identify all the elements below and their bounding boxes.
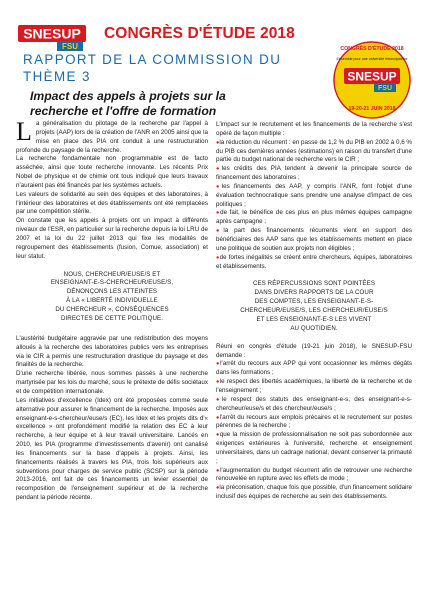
- left-heading-line: DIRECTES DE CETTE POLITIQUE.: [60, 315, 164, 323]
- demand-item: ● la préconisation, chaque fois que possible, d'un financement solidaire inclusif des équipes de recherche au sein des établissements.: [216, 484, 412, 502]
- paragraph-3: Les valeurs de solidarité au sein des équipes et des laboratoires, à l'intérieur des laboratoires et des établissements ont été remplacées par une compétition stérile.: [16, 190, 208, 216]
- left-highlight-heading: [16, 271, 208, 324]
- report-title-line-2: THÈME 3: [23, 69, 91, 84]
- demand-item: ● l'augmentation du budget récurrent afin de retrouver une recherche renouvelée en rupture avec les effets de mode ;: [216, 467, 412, 485]
- right-heading-line: DANS DIVERS RAPPORTS DE LA COUR: [254, 289, 374, 297]
- badge-logo-sub: FSU: [378, 85, 392, 92]
- intro-text: a généralisation du pilotage de la recherche par l'appel à projets (AAP) lors de la création de l'ANR en 2005 ainsi que la mise en place des PIA ont conduit à une restructuration profonde du paysage de la recherche.: [16, 120, 209, 154]
- badge-mid-text: Ensemble pour une université émancipatrice: [336, 57, 408, 61]
- snesup-logo: [17, 23, 87, 53]
- paragraph-4: On constate que les appels à projets ont un impact à différents niveaux de l'ESR, en particulier sur la recherche depuis la loi LRU de 2007 et la loi du 22 juillet 2013 qui fixe les modalités de regroupement des établissements (fusion, Comue, association) et leur statut.: [16, 217, 208, 260]
- right-heading-line: ET LES ENSEIGNANT-E-S LES VIVENT: [256, 315, 372, 323]
- report-title-line-1: RAPPORT DE LA COMMISSION DU: [23, 52, 282, 67]
- subtitle-line-2: recherche et l'offre de formation: [30, 103, 217, 118]
- right-heading-line: CHERCHEUR/EUSE/S, LES CHERCHEUR/EUSE/S: [240, 307, 388, 315]
- demand-item: ● l'arrêt du recours aux APP qui vont occasionner les mêmes dégâts dans les formations ;: [216, 360, 412, 378]
- report-subtitle: [30, 89, 280, 118]
- demand-item: ● que la mission de professionnalisation ne soit pas subordonnée aux exigences extérieures à l'université, recherche et enseignement universitaires, dans un cadrage national, devant conserver la primauté ;: [216, 431, 412, 466]
- bullet-item: ● la réduction du récurrent : en passe de 1,2 % du PIB en 2002 à 0,6 % du PIB ces dernières années (estimations) en raison du transfert d'une partie du budget national de recherche vers le CIR ;: [216, 139, 412, 166]
- report-title: [23, 51, 343, 85]
- bullet-item: ● les crédits des PIA tendent à devenir la principale source de financement des laboratoires ;: [216, 165, 412, 183]
- demands-intro: Réuni en congrès d'étude (19-21 juin 2018), le SNESUP-FSU demande :: [216, 342, 412, 359]
- intro-paragraph: [16, 117, 209, 155]
- right-heading-line: DES COMPTES, LES ENSEIGNANT-E-S-: [254, 298, 374, 306]
- paragraph-5: L'austérité budgétaire aggravée par une redistribution des moyens alloués à la recherche des laboratoires publics vers les entreprises via le CIR a permis une restructuration drastique du paysage et des finalités de la recherche.: [16, 334, 208, 369]
- subtitle-line-1: Impact des appels à projets sur la: [30, 89, 226, 103]
- right-highlight-heading: [216, 280, 412, 333]
- demand-item: ● le respect des statuts des enseignant-e-s, des enseignant-e-s-chercheur/euse/s et des chercheur/euse/s ;: [216, 396, 412, 414]
- bullet-item: ● la part des financements récurrents vient en support des bénéficiaires des AAP sans que les établissements mettent en place une politique de soutien aux projets non éligibles ;: [216, 227, 412, 254]
- left-heading-line: À LA « LIBERTÉ INDIVIDUELLE: [66, 297, 158, 305]
- badge-logo-text: SNESUP: [347, 69, 397, 84]
- paragraph-7: Les initiatives d'excellence (Idex) ont été proposées comme seule alternative pour assurer le financement de la recherche. Imposés aux enseignant-e-s-chercheur/euse/s (EC), les Idex et les projets dits d'« excellence » ont profondément modifié la relation des EC à leur recherche, à leur équipe et à leur travail universitaire. Lancés en 2010, les PIA (programme d'investissements d'avenir) ont canalisé les financements sur la base d'appels à projets. Ainsi, les financements réalisés à travers les PIA, trois fois supérieurs aux subventions pour charges de service public (SCSP) sur la période 2013-2016, ont fait de ces financements un levier essentiel de recomposition de l'enseignement supérieur et de la recherche pendant la période récente.: [16, 396, 208, 502]
- demand-item: ● le respect des libertés académiques, la liberté de la recherche et de l'enseignement ;: [216, 378, 412, 396]
- badge-top-text: CONGRÈS D'ÉTUDE 2018: [340, 46, 404, 52]
- bullet-item: ● les financements des AAP, y compris l'ANR, font l'objet d'une évaluation technocratique sans prendre une analyse d'impact de ces politiques ;: [216, 183, 412, 210]
- bullet-item: ● de fortes inégalités se créent entre chercheurs, équipes, laboratoires et établissements.: [216, 254, 412, 272]
- right-intro: L'impact sur le recrutement et les financements de la recherche s'est opéré de façon multiple :: [216, 121, 412, 137]
- left-heading-line: ENSEIGNANT-E-S-CHERCHEUR/EUSE/S,: [50, 279, 174, 287]
- badge-date: 19-20-21 JUIN 2018: [348, 106, 396, 112]
- right-heading-line: CES RÉPERCUSSIONS SONT POINTÉES: [252, 280, 376, 288]
- paragraph-2: La recherche fondamentale non programmable est de facto asséchée, ainsi que toute recherche innovante. Les récents Prix Nobel de physique et de chimie ont tous indiqué que leurs travaux n'auraient pas été financés par les systèmes actuels.: [16, 155, 208, 189]
- paragraph-6: D'une recherche libérée, nous sommes passés à une recherche martyrisée par les lois du marché, sous le prétexte de défis sociétaux et de compétition internationale.: [16, 370, 208, 395]
- bullet-item: ● de fait, le bénéfice de ces plus en plus mêmes équipes campagne après campagne ;: [216, 209, 412, 227]
- left-column: [16, 117, 209, 503]
- drop-cap: L: [16, 117, 32, 146]
- left-heading-line: DU CHERCHEUR », CONSÉQUENCES: [55, 306, 169, 314]
- left-heading-line: NOUS, CHERCHEUR/EUSE/S ET: [63, 270, 161, 278]
- congres-title: CONGRÈS D'ÉTUDE 2018: [104, 25, 295, 42]
- logo-sub: FSU: [62, 42, 78, 51]
- right-column: [216, 121, 412, 502]
- demand-item: ● l'arrêt du recours aux emplois précaires et le recrutement sur postes pérennes de la recherche ;: [216, 414, 412, 432]
- congress-badge: [332, 36, 412, 124]
- right-heading-line: AU QUOTIDIEN.: [290, 324, 338, 332]
- left-heading-line: DÉNONÇONS LES ATTEINTES: [66, 288, 158, 296]
- logo-text: SNESUP: [23, 25, 81, 42]
